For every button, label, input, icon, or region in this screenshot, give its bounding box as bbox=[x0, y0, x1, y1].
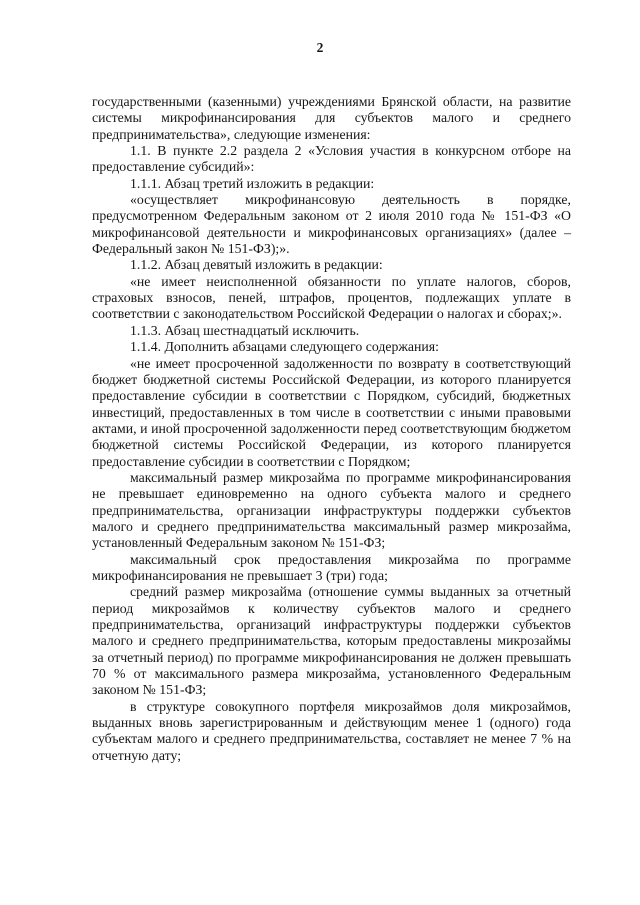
paragraph: средний размер микрозайма (отношение суммы выданных за отчетный период микрозаймов к количеству субъектов малого и среднего предпринимательства, организаций инфраструктуры поддержки субъектов малого и среднего предпринимательства, которым предоставлены микрозаймы за отчетный период) по программе микрофинансирования не должен превышать 70 % от максимального размера микрозайма, установленного Федеральным законом № 151-ФЗ; bbox=[92, 584, 571, 698]
paragraph: максимальный срок предоставления микрозайма по программе микрофинансирования не превышает 3 (три) года; bbox=[92, 551, 571, 583]
paragraph: «не имеет неисполненной обязанности по уплате налогов, сборов, страховых взносов, пеней, штрафов, процентов, подлежащих уплате в соответствии с законодательством Российской Федерации о налогах и сборах;». bbox=[92, 273, 571, 322]
paragraph: в структуре совокупного портфеля микрозаймов доля микрозаймов, выданных вновь зарегистрированным и действующим менее 1 (одного) года субъектам малого и среднего предпринимательства, составляет не менее 7 % на отчетную дату; bbox=[92, 698, 571, 763]
paragraph: государственными (казенными) учреждениями Брянской области, на развитие системы микрофинансирования для субъектов малого и среднего предпринимательства», следующие изменения: bbox=[92, 94, 571, 142]
paragraph: 1.1.1. Абзац третий изложить в редакции: bbox=[130, 175, 375, 191]
paragraph: 1.1.2. Абзац девятый изложить в редакции: bbox=[130, 257, 383, 273]
paragraph: 1.1. В пункте 2.2 раздела 2 «Условия участия в конкурсном отборе на предоставление субсидий»: bbox=[92, 143, 571, 175]
paragraph: 1.1.4. Дополнить абзацами следующего содержания: bbox=[130, 339, 439, 355]
paragraph: 1.1.3. Абзац шестнадцатый исключить. bbox=[130, 322, 360, 338]
paragraph: «не имеет просроченной задолженности по возврату в соответствующий бюджет бюджетной системы Российской Федерации, из которого планируется предоставление субсидии в соответствии с Порядком, субсидий, бюджетных инвестиций, предоставленных в том числе в соответствии с иными правовыми актами, и иной просроченной задолженности перед соответствующим бюджетом бюджетной системы Российской Федерации, из которого планируется предоставление субсидии в соответствии с Порядком; bbox=[92, 355, 571, 469]
document-body bbox=[92, 94, 571, 764]
page-number: 2 bbox=[316, 40, 324, 55]
paragraph: «осуществляет микрофинансовую деятельность в порядке, предусмотренном Федеральным законом от 2 июля 2010 года № 151-ФЗ «О микрофинансовой деятельности и микрофинансовых организациях» (далее – Федеральный закон № 151-ФЗ);». bbox=[92, 192, 571, 257]
paragraph: максимальный размер микрозайма по программе микрофинансирования не превышает единовременно на одного субъекта малого и среднего предпринимательства, организации инфраструктуры поддержки субъектов малого и среднего предпринимательства максимальный размер микрозайма, установленный Федеральным законом № 151-ФЗ; bbox=[92, 469, 571, 551]
